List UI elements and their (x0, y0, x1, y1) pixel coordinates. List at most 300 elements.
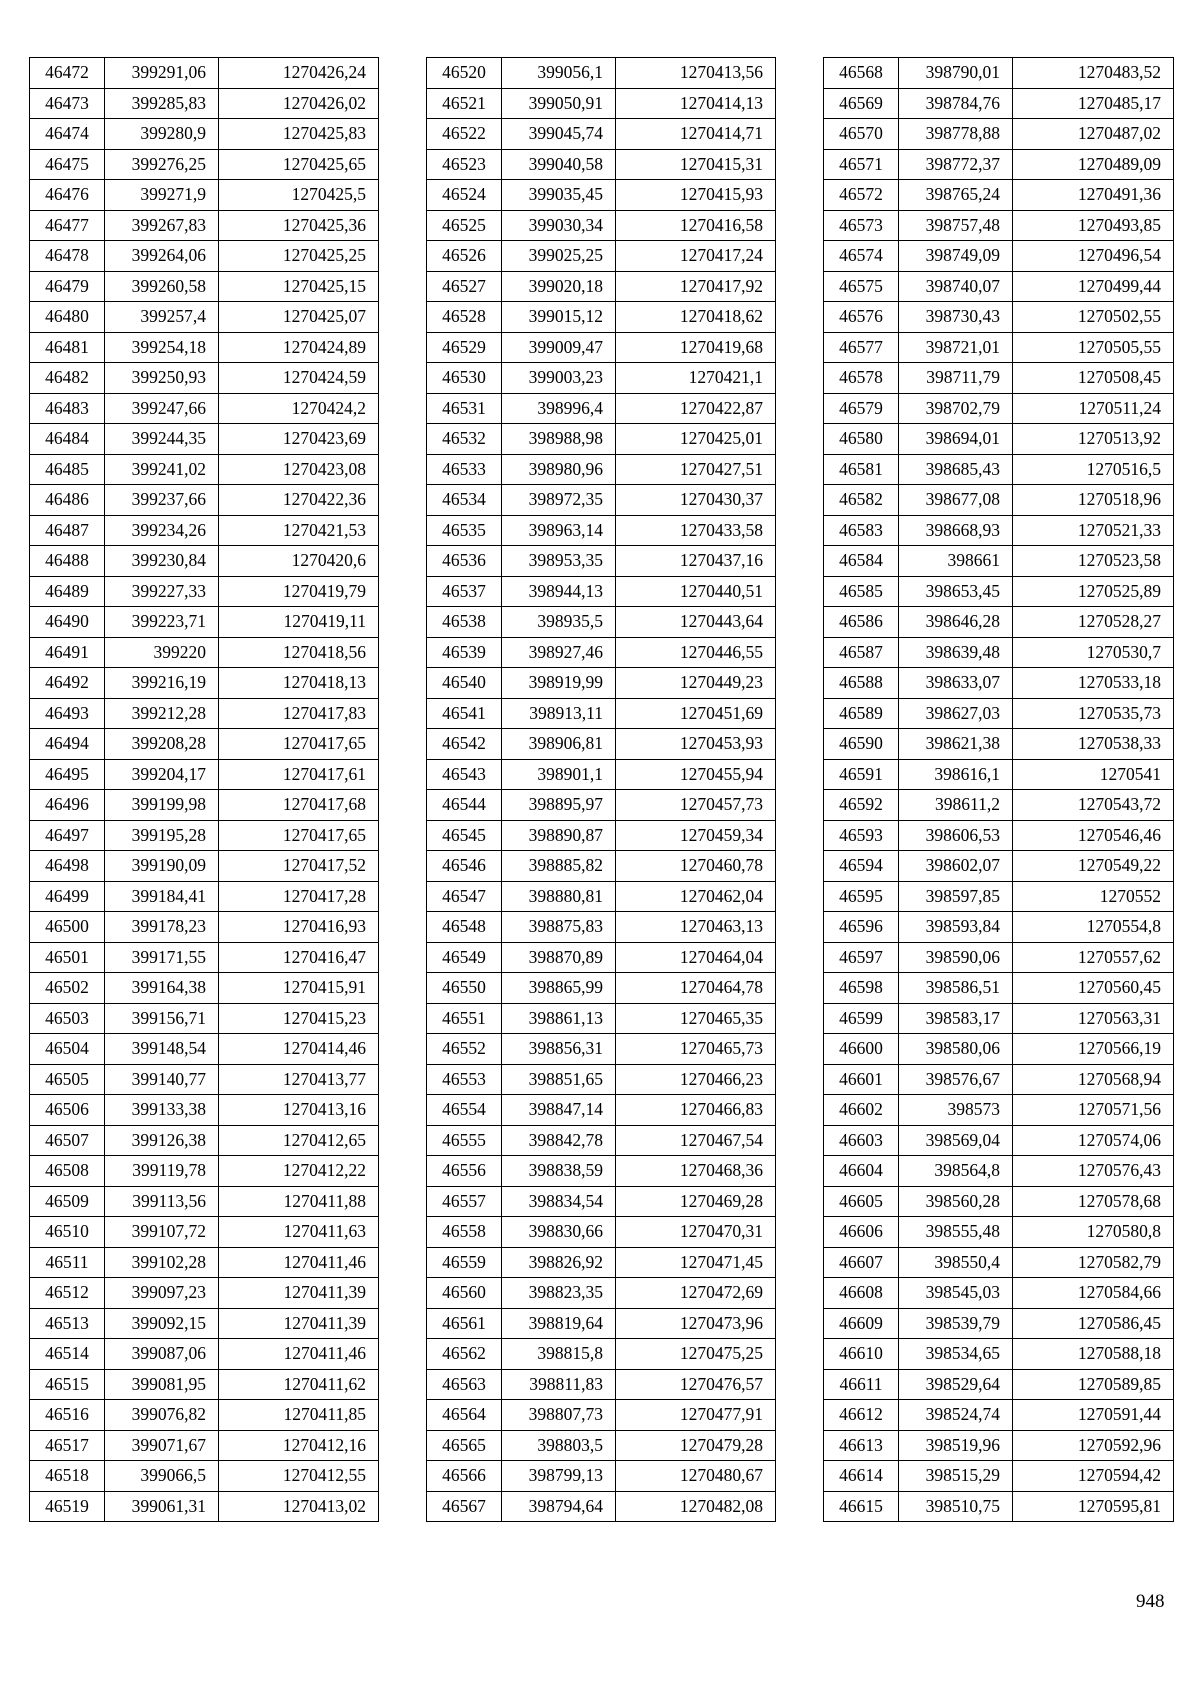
y-coordinate: 1270411,88 (219, 1186, 379, 1217)
point-id: 46526 (427, 241, 502, 272)
x-coordinate: 399156,71 (105, 1003, 219, 1034)
y-coordinate: 1270424,59 (219, 363, 379, 394)
y-coordinate: 1270415,31 (616, 149, 776, 180)
table-row (30, 1491, 379, 1522)
y-coordinate: 1270487,02 (1013, 119, 1174, 150)
x-coordinate: 399291,06 (105, 58, 219, 89)
x-coordinate: 398694,01 (899, 424, 1013, 455)
x-coordinate: 399009,47 (502, 332, 616, 363)
table-row (427, 759, 776, 790)
y-coordinate: 1270421,53 (219, 515, 379, 546)
y-coordinate: 1270413,77 (219, 1064, 379, 1095)
coordinate-table-1 (29, 57, 379, 1522)
x-coordinate: 398861,13 (502, 1003, 616, 1034)
table-row (427, 881, 776, 912)
y-coordinate: 1270417,52 (219, 851, 379, 882)
y-coordinate: 1270411,63 (219, 1217, 379, 1248)
table-row (824, 363, 1174, 394)
point-id: 46587 (824, 637, 899, 668)
point-id: 46600 (824, 1034, 899, 1065)
y-coordinate: 1270433,58 (616, 515, 776, 546)
table-row (824, 1034, 1174, 1065)
point-id: 46489 (30, 576, 105, 607)
y-coordinate: 1270541 (1013, 759, 1174, 790)
y-coordinate: 1270417,65 (219, 729, 379, 760)
y-coordinate: 1270460,78 (616, 851, 776, 882)
x-coordinate: 398880,81 (502, 881, 616, 912)
point-id: 46599 (824, 1003, 899, 1034)
table-row (427, 119, 776, 150)
point-id: 46478 (30, 241, 105, 272)
x-coordinate: 398661 (899, 546, 1013, 577)
table-row (824, 942, 1174, 973)
point-id: 46607 (824, 1247, 899, 1278)
x-coordinate: 398815,8 (502, 1339, 616, 1370)
point-id: 46511 (30, 1247, 105, 1278)
x-coordinate: 399066,5 (105, 1461, 219, 1492)
x-coordinate: 398646,28 (899, 607, 1013, 638)
table-row (427, 210, 776, 241)
table-row (824, 637, 1174, 668)
point-id: 46543 (427, 759, 502, 790)
x-coordinate: 398616,1 (899, 759, 1013, 790)
point-id: 46573 (824, 210, 899, 241)
x-coordinate: 398519,96 (899, 1430, 1013, 1461)
table-row (427, 942, 776, 973)
y-coordinate: 1270586,45 (1013, 1308, 1174, 1339)
x-coordinate: 398919,99 (502, 668, 616, 699)
x-coordinate: 398901,1 (502, 759, 616, 790)
x-coordinate: 398772,37 (899, 149, 1013, 180)
y-coordinate: 1270511,24 (1013, 393, 1174, 424)
y-coordinate: 1270557,62 (1013, 942, 1174, 973)
point-id: 46479 (30, 271, 105, 302)
x-coordinate: 398611,2 (899, 790, 1013, 821)
table-row (427, 820, 776, 851)
x-coordinate: 398927,46 (502, 637, 616, 668)
point-id: 46531 (427, 393, 502, 424)
table-row (30, 363, 379, 394)
table-row (824, 576, 1174, 607)
table-row (30, 1247, 379, 1278)
point-id: 46592 (824, 790, 899, 821)
y-coordinate: 1270411,85 (219, 1400, 379, 1431)
table-row (30, 1369, 379, 1400)
y-coordinate: 1270411,46 (219, 1339, 379, 1370)
point-id: 46578 (824, 363, 899, 394)
x-coordinate: 398721,01 (899, 332, 1013, 363)
point-id: 46522 (427, 119, 502, 150)
table-row (30, 668, 379, 699)
point-id: 46528 (427, 302, 502, 333)
x-coordinate: 399267,83 (105, 210, 219, 241)
x-coordinate: 399285,83 (105, 88, 219, 119)
x-coordinate: 399003,23 (502, 363, 616, 394)
y-coordinate: 1270566,19 (1013, 1034, 1174, 1065)
y-coordinate: 1270419,68 (616, 332, 776, 363)
x-coordinate: 398639,48 (899, 637, 1013, 668)
x-coordinate: 398757,48 (899, 210, 1013, 241)
y-coordinate: 1270443,64 (616, 607, 776, 638)
x-coordinate: 399237,66 (105, 485, 219, 516)
point-id: 46536 (427, 546, 502, 577)
table-row (824, 790, 1174, 821)
y-coordinate: 1270554,8 (1013, 912, 1174, 943)
point-id: 46575 (824, 271, 899, 302)
table-row (824, 1461, 1174, 1492)
y-coordinate: 1270413,02 (219, 1491, 379, 1522)
table-row (427, 1430, 776, 1461)
table-row (427, 1308, 776, 1339)
point-id: 46594 (824, 851, 899, 882)
y-coordinate: 1270493,85 (1013, 210, 1174, 241)
point-id: 46553 (427, 1064, 502, 1095)
x-coordinate: 398627,03 (899, 698, 1013, 729)
x-coordinate: 398963,14 (502, 515, 616, 546)
x-coordinate: 399050,91 (502, 88, 616, 119)
y-coordinate: 1270422,36 (219, 485, 379, 516)
point-id: 46541 (427, 698, 502, 729)
x-coordinate: 398602,07 (899, 851, 1013, 882)
x-coordinate: 398913,11 (502, 698, 616, 729)
point-id: 46557 (427, 1186, 502, 1217)
y-coordinate: 1270418,56 (219, 637, 379, 668)
page-number: 948 (1136, 1591, 1165, 1612)
point-id: 46527 (427, 271, 502, 302)
point-id: 46490 (30, 607, 105, 638)
y-coordinate: 1270479,28 (616, 1430, 776, 1461)
point-id: 46614 (824, 1461, 899, 1492)
table-row (824, 515, 1174, 546)
table-row (824, 607, 1174, 638)
table-row (427, 1217, 776, 1248)
table-row (30, 210, 379, 241)
point-id: 46612 (824, 1400, 899, 1431)
y-coordinate: 1270464,78 (616, 973, 776, 1004)
point-id: 46564 (427, 1400, 502, 1431)
table-row (30, 1034, 379, 1065)
y-coordinate: 1270440,51 (616, 576, 776, 607)
point-id: 46583 (824, 515, 899, 546)
y-coordinate: 1270528,27 (1013, 607, 1174, 638)
y-coordinate: 1270463,13 (616, 912, 776, 943)
point-id: 46484 (30, 424, 105, 455)
table-row (824, 485, 1174, 516)
y-coordinate: 1270417,24 (616, 241, 776, 272)
y-coordinate: 1270462,04 (616, 881, 776, 912)
x-coordinate: 399045,74 (502, 119, 616, 150)
y-coordinate: 1270466,23 (616, 1064, 776, 1095)
table-row (427, 637, 776, 668)
table-row (30, 454, 379, 485)
y-coordinate: 1270411,39 (219, 1278, 379, 1309)
point-id: 46534 (427, 485, 502, 516)
x-coordinate: 398580,06 (899, 1034, 1013, 1065)
table-row (824, 454, 1174, 485)
point-id: 46518 (30, 1461, 105, 1492)
point-id: 46593 (824, 820, 899, 851)
table-row (824, 851, 1174, 882)
table-row (427, 58, 776, 89)
table-row (30, 332, 379, 363)
table-row (30, 88, 379, 119)
point-id: 46595 (824, 881, 899, 912)
point-id: 46577 (824, 332, 899, 363)
x-coordinate: 399184,41 (105, 881, 219, 912)
table-row (30, 180, 379, 211)
y-coordinate: 1270470,31 (616, 1217, 776, 1248)
point-id: 46538 (427, 607, 502, 638)
table-row (30, 637, 379, 668)
y-coordinate: 1270499,44 (1013, 271, 1174, 302)
point-id: 46476 (30, 180, 105, 211)
point-id: 46537 (427, 576, 502, 607)
table-row (427, 180, 776, 211)
table-row (30, 1339, 379, 1370)
point-id: 46613 (824, 1430, 899, 1461)
x-coordinate: 398778,88 (899, 119, 1013, 150)
x-coordinate: 399178,23 (105, 912, 219, 943)
y-coordinate: 1270588,18 (1013, 1339, 1174, 1370)
table-row (30, 973, 379, 1004)
x-coordinate: 398529,64 (899, 1369, 1013, 1400)
y-coordinate: 1270424,89 (219, 332, 379, 363)
point-id: 46504 (30, 1034, 105, 1065)
table-row (824, 210, 1174, 241)
y-coordinate: 1270465,73 (616, 1034, 776, 1065)
y-coordinate: 1270413,16 (219, 1095, 379, 1126)
y-coordinate: 1270468,36 (616, 1156, 776, 1187)
point-id: 46596 (824, 912, 899, 943)
table-row (824, 1064, 1174, 1095)
point-id: 46477 (30, 210, 105, 241)
y-coordinate: 1270415,93 (616, 180, 776, 211)
table-row (427, 271, 776, 302)
point-id: 46602 (824, 1095, 899, 1126)
y-coordinate: 1270549,22 (1013, 851, 1174, 882)
y-coordinate: 1270476,57 (616, 1369, 776, 1400)
y-coordinate: 1270418,13 (219, 668, 379, 699)
x-coordinate: 399271,9 (105, 180, 219, 211)
point-id: 46568 (824, 58, 899, 89)
point-id: 46523 (427, 149, 502, 180)
x-coordinate: 398653,45 (899, 576, 1013, 607)
point-id: 46559 (427, 1247, 502, 1278)
y-coordinate: 1270426,24 (219, 58, 379, 89)
table-row (824, 1278, 1174, 1309)
y-coordinate: 1270480,67 (616, 1461, 776, 1492)
y-coordinate: 1270530,7 (1013, 637, 1174, 668)
y-coordinate: 1270425,83 (219, 119, 379, 150)
point-id: 46491 (30, 637, 105, 668)
table-row (824, 393, 1174, 424)
table-row (30, 912, 379, 943)
x-coordinate: 399015,12 (502, 302, 616, 333)
table-row (30, 546, 379, 577)
table-row (824, 180, 1174, 211)
point-id: 46503 (30, 1003, 105, 1034)
y-coordinate: 1270417,83 (219, 698, 379, 729)
point-id: 46506 (30, 1095, 105, 1126)
x-coordinate: 398534,65 (899, 1339, 1013, 1370)
table-row (824, 668, 1174, 699)
table-row (427, 729, 776, 760)
y-coordinate: 1270485,17 (1013, 88, 1174, 119)
table-row (30, 119, 379, 150)
x-coordinate: 398799,13 (502, 1461, 616, 1492)
y-coordinate: 1270538,33 (1013, 729, 1174, 760)
x-coordinate: 398834,54 (502, 1186, 616, 1217)
table-row (427, 1095, 776, 1126)
table-row (30, 1278, 379, 1309)
x-coordinate: 398524,74 (899, 1400, 1013, 1431)
point-id: 46611 (824, 1369, 899, 1400)
point-id: 46529 (427, 332, 502, 363)
table-row (30, 1156, 379, 1187)
x-coordinate: 398803,5 (502, 1430, 616, 1461)
table-row (30, 1186, 379, 1217)
x-coordinate: 399204,17 (105, 759, 219, 790)
point-id: 46581 (824, 454, 899, 485)
table-row (824, 1125, 1174, 1156)
y-coordinate: 1270489,09 (1013, 149, 1174, 180)
y-coordinate: 1270417,68 (219, 790, 379, 821)
x-coordinate: 398569,04 (899, 1125, 1013, 1156)
point-id: 46605 (824, 1186, 899, 1217)
point-id: 46598 (824, 973, 899, 1004)
point-id: 46569 (824, 88, 899, 119)
y-coordinate: 1270417,92 (616, 271, 776, 302)
point-id: 46498 (30, 851, 105, 882)
x-coordinate: 398573 (899, 1095, 1013, 1126)
x-coordinate: 398740,07 (899, 271, 1013, 302)
y-coordinate: 1270421,1 (616, 363, 776, 394)
table-row (427, 668, 776, 699)
point-id: 46495 (30, 759, 105, 790)
x-coordinate: 398730,43 (899, 302, 1013, 333)
table-row (30, 820, 379, 851)
table-row (427, 973, 776, 1004)
table-row (30, 1003, 379, 1034)
table-row (824, 119, 1174, 150)
x-coordinate: 398996,4 (502, 393, 616, 424)
table-row (824, 88, 1174, 119)
x-coordinate: 399102,28 (105, 1247, 219, 1278)
table-row (427, 607, 776, 638)
x-coordinate: 398794,64 (502, 1491, 616, 1522)
table-row (427, 851, 776, 882)
y-coordinate: 1270425,5 (219, 180, 379, 211)
x-coordinate: 399126,38 (105, 1125, 219, 1156)
x-coordinate: 398784,76 (899, 88, 1013, 119)
x-coordinate: 399097,23 (105, 1278, 219, 1309)
x-coordinate: 399030,34 (502, 210, 616, 241)
point-id: 46580 (824, 424, 899, 455)
x-coordinate: 398819,64 (502, 1308, 616, 1339)
y-coordinate: 1270467,54 (616, 1125, 776, 1156)
x-coordinate: 398560,28 (899, 1186, 1013, 1217)
table-row (30, 241, 379, 272)
x-coordinate: 399071,67 (105, 1430, 219, 1461)
table-row (824, 424, 1174, 455)
point-id: 46552 (427, 1034, 502, 1065)
x-coordinate: 398765,24 (899, 180, 1013, 211)
y-coordinate: 1270505,55 (1013, 332, 1174, 363)
point-id: 46482 (30, 363, 105, 394)
table-row (824, 241, 1174, 272)
y-coordinate: 1270437,16 (616, 546, 776, 577)
y-coordinate: 1270425,36 (219, 210, 379, 241)
y-coordinate: 1270508,45 (1013, 363, 1174, 394)
table-row (427, 790, 776, 821)
y-coordinate: 1270578,68 (1013, 1186, 1174, 1217)
point-id: 46551 (427, 1003, 502, 1034)
x-coordinate: 398895,97 (502, 790, 616, 821)
table-row (824, 1491, 1174, 1522)
x-coordinate: 399113,56 (105, 1186, 219, 1217)
table-row (30, 759, 379, 790)
table-row (427, 1369, 776, 1400)
point-id: 46609 (824, 1308, 899, 1339)
point-id: 46505 (30, 1064, 105, 1095)
y-coordinate: 1270411,39 (219, 1308, 379, 1339)
table-row (427, 454, 776, 485)
table-row (427, 1461, 776, 1492)
x-coordinate: 399257,4 (105, 302, 219, 333)
y-coordinate: 1270412,65 (219, 1125, 379, 1156)
x-coordinate: 399216,19 (105, 668, 219, 699)
y-coordinate: 1270477,91 (616, 1400, 776, 1431)
x-coordinate: 398539,79 (899, 1308, 1013, 1339)
table-row (30, 1461, 379, 1492)
table-row (427, 698, 776, 729)
table-row (427, 1156, 776, 1187)
y-coordinate: 1270589,85 (1013, 1369, 1174, 1400)
point-id: 46520 (427, 58, 502, 89)
point-id: 46603 (824, 1125, 899, 1156)
point-id: 46533 (427, 454, 502, 485)
point-id: 46561 (427, 1308, 502, 1339)
table-row (824, 1186, 1174, 1217)
point-id: 46487 (30, 515, 105, 546)
y-coordinate: 1270415,91 (219, 973, 379, 1004)
point-id: 46480 (30, 302, 105, 333)
x-coordinate: 398606,53 (899, 820, 1013, 851)
table-row (427, 332, 776, 363)
x-coordinate: 399234,26 (105, 515, 219, 546)
point-id: 46545 (427, 820, 502, 851)
x-coordinate: 398885,82 (502, 851, 616, 882)
x-coordinate: 398972,35 (502, 485, 616, 516)
y-coordinate: 1270475,25 (616, 1339, 776, 1370)
y-coordinate: 1270563,31 (1013, 1003, 1174, 1034)
y-coordinate: 1270472,69 (616, 1278, 776, 1309)
table-row (30, 271, 379, 302)
x-coordinate: 398865,99 (502, 973, 616, 1004)
point-id: 46608 (824, 1278, 899, 1309)
x-coordinate: 398906,81 (502, 729, 616, 760)
table-row (824, 1095, 1174, 1126)
table-row (427, 912, 776, 943)
y-coordinate: 1270516,5 (1013, 454, 1174, 485)
y-coordinate: 1270426,02 (219, 88, 379, 119)
point-id: 46502 (30, 973, 105, 1004)
point-id: 46558 (427, 1217, 502, 1248)
y-coordinate: 1270412,16 (219, 1430, 379, 1461)
x-coordinate: 399076,82 (105, 1400, 219, 1431)
x-coordinate: 398830,66 (502, 1217, 616, 1248)
point-id: 46591 (824, 759, 899, 790)
